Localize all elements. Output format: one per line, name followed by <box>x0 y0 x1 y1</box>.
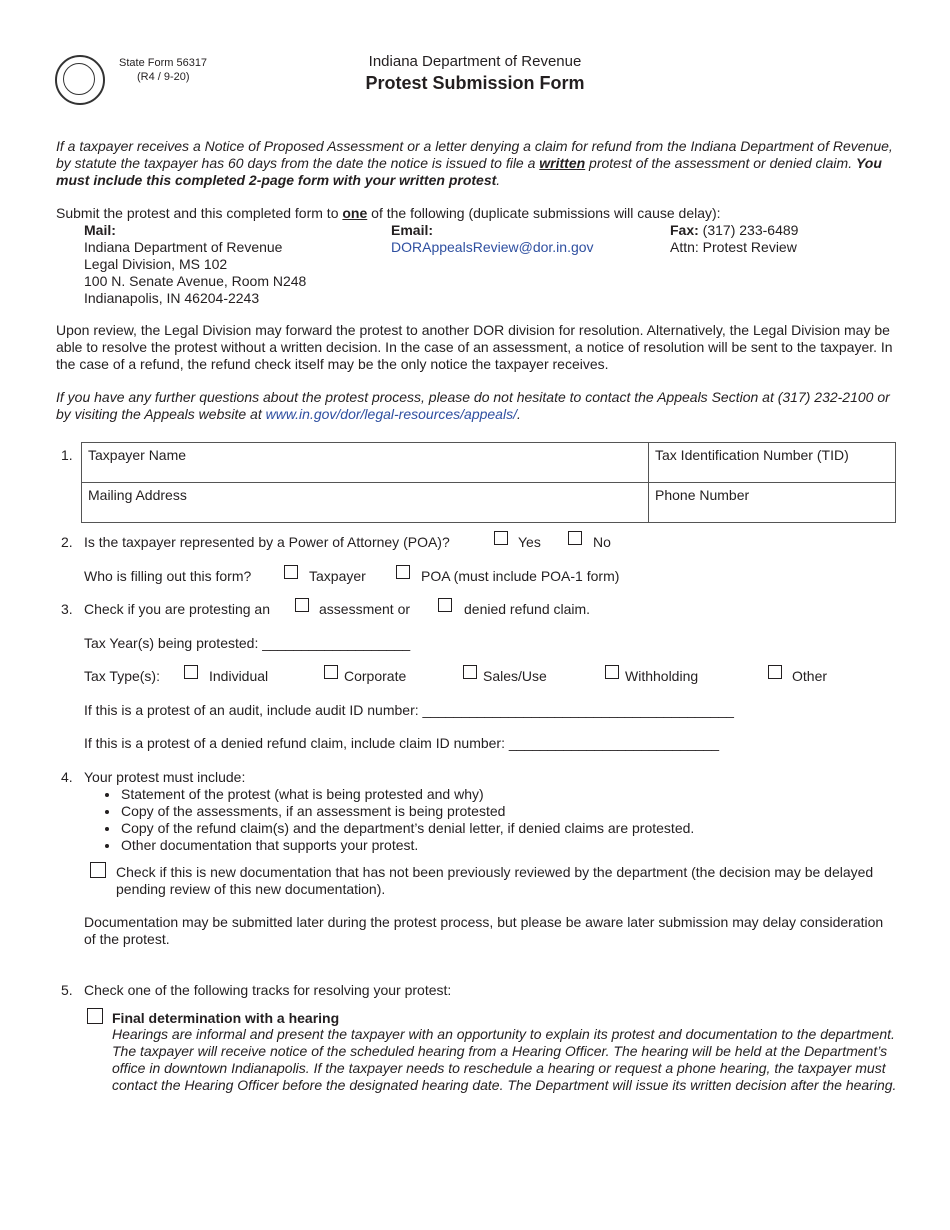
list-item: • Copy of the refund claim(s) and the department’s denial letter, if denied claims are protested. <box>120 820 884 837</box>
email-block: Email: DORAppealsReview@dor.in.gov <box>391 222 594 255</box>
list-item: • Copy of the assessments, if an assessment is being protested <box>120 803 884 820</box>
form-number: State Form 56317 <box>119 57 208 69</box>
page-title: Protest Submission Form <box>365 73 585 93</box>
assessment-label: assessment or <box>319 601 411 617</box>
poa-question: Is the taxpayer represented by a Power of Attorney (POA)? <box>84 534 450 550</box>
tax-types-label: Tax Type(s): <box>84 668 160 684</box>
poa-yes-label: Yes <box>518 534 541 550</box>
mail-block: Mail: Indiana Department of Revenue Legal Division, MS 102 100 N. Senate Avenue, Room N248 Indianapolis, IN 46204-2243 <box>84 222 307 306</box>
taxpayer-name-field[interactable]: Taxpayer Name <box>82 443 649 483</box>
section-2-number: 2. <box>61 534 73 550</box>
intro-paragraph: If a taxpayer receives a Notice of Proposed Assessment or a letter denying a claim for refund from the Indiana Department of Revenue, by statute the taxpayer has 60 days from the date the notice is issued to file a written protest of the assessment or denied claim. You must include this completed 2-page form with your written protest. <box>56 138 893 188</box>
who-poa-checkbox[interactable] <box>396 565 410 579</box>
individual-label: Individual <box>209 668 269 684</box>
claim-id-field[interactable]: If this is a protest of a denied refund claim, include claim ID number: ___________________________ <box>84 735 720 751</box>
agency-name: Indiana Department of Revenue <box>368 53 582 70</box>
withholding-checkbox[interactable] <box>605 665 619 679</box>
new-documentation-text: Check if this is new documentation that has not been previously reviewed by the department (the decision may be delayed pending review of this new documentation). <box>116 864 874 897</box>
section-4-number: 4. <box>61 769 73 785</box>
later-submission-note: Documentation may be submitted later during the protest process, but please be aware later submission may delay consideration of the protest. <box>84 914 884 947</box>
list-item: • Other documentation that supports your protest. <box>120 837 884 854</box>
phone-number-field[interactable]: Phone Number <box>649 483 896 523</box>
tid-field[interactable]: Tax Identification Number (TID) <box>649 443 896 483</box>
other-checkbox[interactable] <box>768 665 782 679</box>
who-question: Who is filling out this form? <box>84 568 252 584</box>
who-poa-label: POA (must include POA-1 form) <box>421 568 620 584</box>
sales-use-label: Sales/Use <box>483 668 547 684</box>
email-link[interactable]: DORAppealsReview@dor.in.gov <box>391 239 594 255</box>
denied-refund-checkbox[interactable] <box>438 598 452 612</box>
poa-yes-checkbox[interactable] <box>494 531 508 545</box>
sales-use-checkbox[interactable] <box>463 665 477 679</box>
audit-id-field[interactable]: If this is a protest of an audit, include audit ID number: ________________________________________ <box>84 702 734 718</box>
protest-requirements: Your protest must include: • Statement of the protest (what is being protested and why) • Copy of the assessments, if an assessment is being protested • Copy of the refund claim(s) and the department’s denial letter, if denied claims are protested. • Other documentation that supports your protest. <box>84 769 884 854</box>
taxpayer-info-table <box>81 442 896 523</box>
individual-checkbox[interactable] <box>184 665 198 679</box>
questions-paragraph: If you have any further questions about the protest process, please do not hesitate to contact the Appeals Section at (317) 232-2100 or by visiting the Appeals website at www.in.gov/dor/legal-resources/appeals/. <box>56 389 890 422</box>
appeals-website-link[interactable]: www.in.gov/dor/legal-resources/appeals/ <box>265 406 517 422</box>
poa-no-label: No <box>593 534 611 550</box>
poa-no-checkbox[interactable] <box>568 531 582 545</box>
assessment-checkbox[interactable] <box>295 598 309 612</box>
who-taxpayer-checkbox[interactable] <box>284 565 298 579</box>
mailing-address-field[interactable]: Mailing Address <box>82 483 649 523</box>
hearing-track-checkbox[interactable] <box>87 1008 103 1024</box>
hearing-track-title: Final determination with a hearing <box>112 1010 340 1026</box>
withholding-label: Withholding <box>625 668 699 684</box>
section-3-number: 3. <box>61 601 73 617</box>
hearing-track-description: Hearings are informal and present the taxpayer with an opportunity to explain its protest and documentation to the department. The taxpayer will receive notice of the scheduled hearing from a Hearing Officer. The hearing will be held at the Department’s office in downtown Indianapolis. If the taxpayer needs to reschedule a hearing or request a phone hearing, the taxpayer must contact the Hearing Officer before the designated hearing date. The Department will issue its written decision after the hearing. <box>112 1026 897 1093</box>
who-taxpayer-label: Taxpayer <box>309 568 366 584</box>
corporate-label: Corporate <box>344 668 407 684</box>
protest-type-question: Check if you are protesting an <box>84 601 270 617</box>
corporate-checkbox[interactable] <box>324 665 338 679</box>
new-documentation-checkbox[interactable] <box>90 862 106 878</box>
fax-block: Fax: (317) 233-6489 Attn: Protest Review <box>670 222 799 255</box>
submit-instructions: Submit the protest and this completed form to one of the following (duplicate submissions will cause delay): <box>56 205 721 221</box>
denied-refund-label: denied refund claim. <box>464 601 591 617</box>
review-paragraph: Upon review, the Legal Division may forward the protest to another DOR division for resolution. Alternatively, the Legal Division may be able to resolve the protest without a written decision. In the case of an assessment, a notice of resolution will be sent to the taxpayer. In the case of a refund, the refund check itself may be the only notice the taxpayer receives. <box>56 322 893 372</box>
tax-years-field[interactable]: Tax Year(s) being protested: ___________________ <box>84 635 411 651</box>
form-revision: (R4 / 9-20) <box>137 71 190 83</box>
other-label: Other <box>792 668 828 684</box>
section-5-number: 5. <box>61 982 73 998</box>
list-item: • Statement of the protest (what is being protested and why) <box>120 786 884 803</box>
section-1-number: 1. <box>61 447 73 463</box>
tracks-question: Check one of the following tracks for resolving your protest: <box>84 982 452 998</box>
